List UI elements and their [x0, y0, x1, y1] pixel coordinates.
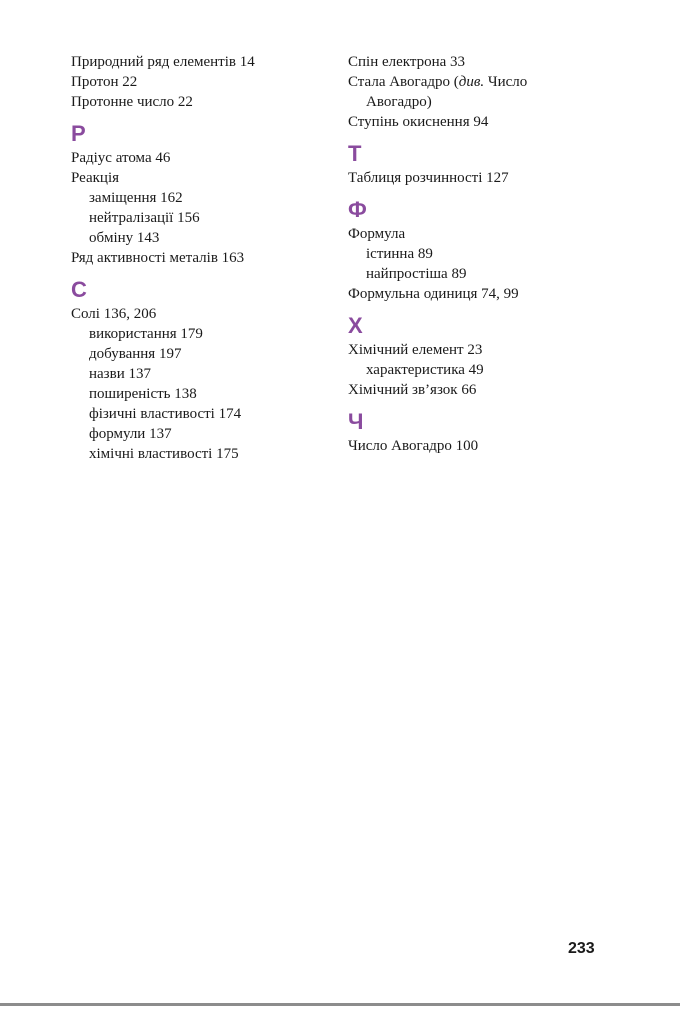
index-subentry: поширеність 138 [89, 386, 197, 402]
index-entry: Солі 136, 206 [71, 306, 157, 322]
bottom-divider [0, 1003, 680, 1006]
index-subentry: формули 137 [89, 426, 172, 442]
index-subentry: істинна 89 [366, 246, 433, 262]
index-entry: Реакція [71, 170, 120, 186]
index-subentry: заміщення 162 [89, 190, 183, 206]
index-subentry: обміну 143 [89, 230, 160, 246]
index-entry-continuation: Авогадро) [366, 94, 432, 110]
index-entry-see-also [348, 72, 628, 92]
section-letter-s: С [71, 277, 87, 302]
index-subentry: характеристика 49 [366, 362, 484, 378]
index-column-right [348, 52, 628, 456]
page-number: 233 [568, 940, 595, 957]
index-entry: Ступінь окиснення 94 [348, 114, 489, 130]
section-letter-ch: Ч [348, 409, 364, 434]
index-entry: Хімічний зв’язок 66 [348, 382, 477, 398]
index-entry: Формула [348, 226, 406, 242]
index-entry: Формульна одиниця 74, 99 [348, 286, 519, 302]
index-subentry: фізичні властивості 174 [89, 406, 242, 422]
index-entry: Протонне число 22 [71, 94, 193, 110]
index-entry: Ряд активності металів 163 [71, 250, 245, 266]
index-entry: Спін електрона 33 [348, 54, 466, 70]
entry-text: Стала Авогадро ( [348, 74, 459, 90]
section-letter-f: Ф [348, 197, 367, 222]
index-subentry: добування 197 [89, 346, 182, 362]
index-entry: Природний ряд елементів 14 [71, 54, 255, 70]
index-subentry: використання 179 [89, 326, 203, 342]
see-reference: див. [458, 74, 485, 90]
section-letter-t: Т [348, 141, 362, 166]
index-entry: Радіус атома 46 [71, 150, 171, 166]
index-subentry: хімічні властивості 175 [89, 446, 239, 462]
index-entry: Число Авогадро 100 [348, 438, 479, 454]
index-subentry: нейтралізації 156 [89, 210, 200, 226]
index-entry: Таблиця розчинності 127 [348, 170, 509, 186]
index-subentry: назви 137 [89, 366, 151, 382]
index-entry: Хімічний елемент 23 [348, 342, 483, 358]
section-letter-r: Р [71, 121, 86, 146]
index-entry: Протон 22 [71, 74, 138, 90]
section-letter-kh: Х [348, 313, 363, 338]
index-column-left [71, 52, 333, 464]
index-subentry: найпростіша 89 [366, 266, 467, 282]
entry-text: Число [484, 74, 528, 90]
